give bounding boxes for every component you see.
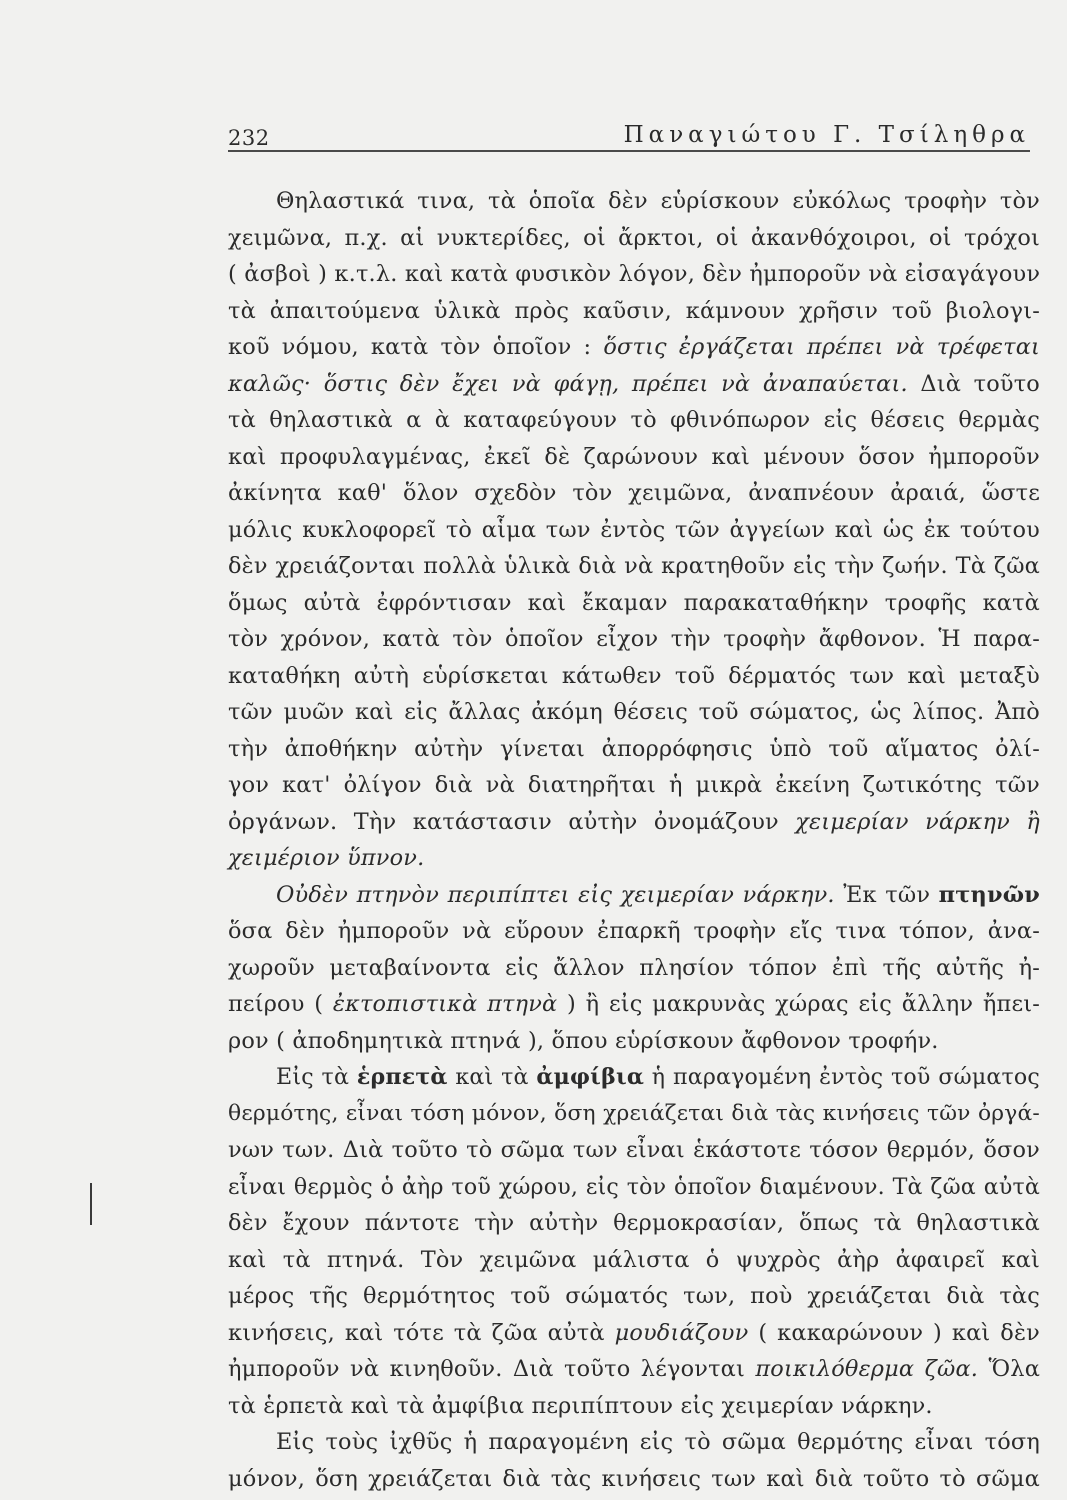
italic-run: ὅστις ἐργάζεται πρέπει νὰ τρέφεται: [603, 334, 1040, 360]
running-head: Παναγιώτου Γ. Τσίληθρα: [623, 122, 1030, 148]
text-line: νων των. Διὰ τοῦτο τὸ σῶμα των εἶναι ἑκάστοτε τόσον θερμόν, ὅσον: [228, 1137, 1040, 1163]
header-rule: [228, 150, 1030, 152]
italic-run: ποικιλόθερμα ζῶα.: [755, 1356, 979, 1382]
text-run: κοῦ νόμου, κατὰ τὸν ὁποῖον :: [228, 334, 604, 360]
text-line: μέρος τῆς θερμότητος τοῦ σώματός των, ποὺ χρειάζεται διὰ τὰς: [228, 1283, 1040, 1309]
text-line: [228, 1351, 1040, 1388]
text-run: Ἐκ τῶν: [834, 881, 939, 908]
text-line: τῶν μυῶν καὶ εἰς ἄλλας ἀκόμη θέσεις τοῦ σώματος, ὡς λίπος. Ἀπὸ: [228, 699, 1040, 725]
text-line: δὲν ἔχουν πάντοτε τὴν αὐτὴν θερμοκρασίαν, ὅπως τὰ θηλαστικὰ: [228, 1210, 1040, 1236]
text-line: [228, 877, 1040, 914]
text-line: Εἰς τοὺς ἰχθῦς ἡ παραγομένη εἰς τὸ σῶμα θερμότης εἶναι τόση: [276, 1429, 1040, 1455]
italic-run: μουδιάζουν: [614, 1319, 749, 1346]
text-line: [228, 366, 1040, 403]
paragraph-reptiles: [228, 1059, 1040, 1424]
text-line: μόλις κυκλοφορεῖ τὸ αἷμα των ἐντὸς τῶν ἀγγείων καὶ ὡς ἐκ τούτου: [228, 516, 1040, 543]
text-run: πείρου (: [228, 991, 333, 1017]
italic-run: χειμέριον ὕπνον.: [228, 845, 425, 871]
text-run: ) ἢ εἰς μακρυνὰς χώρας εἰς ἄλλην ἤπει-: [557, 991, 1040, 1017]
bold-run: ἑρπετὰ: [356, 1064, 448, 1090]
italic-run: Οὐδὲν πτηνὸν περιπίπτει εἰς χειμερίαν νάρκην.: [276, 881, 835, 908]
text-run: καὶ τὰ: [447, 1064, 537, 1090]
italic-run: ἐκτοπιστικὰ πτηνὰ: [332, 991, 558, 1017]
italic-run: χειμερίαν νάρκην ἢ: [795, 808, 1040, 835]
text-line: ὅσα δὲν ἠμποροῦν νὰ εὕρουν ἐπαρκῆ τροφὴν εἴς τινα τόπον, ἀνα-: [228, 918, 1040, 944]
text-line: καὶ τὰ πτηνά. Τὸν χειμῶνα μάλιστα ὁ ψυχρὸς ἀὴρ ἀφαιρεῖ καὶ: [228, 1246, 1040, 1273]
bold-run: ἀμφίβια: [536, 1064, 645, 1090]
text-line: [228, 840, 1040, 877]
text-line: [228, 329, 1040, 366]
text-line: καὶ προφυλαγμένας, ἐκεῖ δὲ ζαρώνουν καὶ μένουν ὅσον ἠμποροῦν: [228, 443, 1040, 470]
text-line: [228, 804, 1040, 841]
italic-run: καλῶς· ὅστις δὲν ἔχει νὰ φάγῃ, πρέπει νὰ ἀναπαύεται.: [228, 370, 908, 397]
text-line: [228, 986, 1040, 1023]
text-line: γον κατ' ὀλίγον διὰ νὰ διατηρῆται ἡ μικρὰ ἐκείνη ζωτικότης τῶν: [228, 772, 1040, 798]
page-body: [228, 183, 1040, 1497]
paragraph-fish: [228, 1424, 1040, 1497]
text-line: ἀκίνητα καθ' ὅλον σχεδὸν τὸν χειμῶνα, ἀναπνέουν ἀραιά, ὥστε: [228, 480, 1040, 506]
text-run: κινήσεις, καὶ τότε τὰ ζῶα αὐτὰ: [228, 1319, 615, 1346]
margin-mark: [90, 1183, 92, 1225]
text-run: ὀργάνων. Τὴν κατάστασιν αὐτὴν ὀνομάζουν: [228, 808, 796, 835]
text-line: ( ἀσβοὶ ) κ.τ.λ. καὶ κατὰ φυσικὸν λόγον, δὲν ἠμποροῦν νὰ εἰσαγάγουν: [228, 261, 1041, 287]
text-line: μόνον, ὅση χρειάζεται διὰ τὰς κινήσεις των καὶ διὰ τοῦτο τὸ σῶμα: [228, 1465, 1040, 1492]
text-line: θερμότης, εἶναι τόση μόνον, ὅση χρειάζεται διὰ τὰς κινήσεις τῶν ὀργά-: [228, 1100, 1040, 1126]
text-line: τὰ ἀπαιτούμενα ὑλικὰ πρὸς καῦσιν, κάμνουν χρῆσιν τοῦ βιολογι-: [228, 297, 1040, 324]
text-line: Θηλαστικά τινα, τὰ ὁποῖα δὲν εὑρίσκουν εὐκόλως τροφὴν τὸν: [276, 188, 1040, 214]
text-line: καταθήκη αὐτὴ εὑρίσκεται κάτωθεν τοῦ δέρματός των καὶ μεταξὺ: [228, 662, 1040, 689]
text-line: τὴν ἀποθήκην αὐτὴν γίνεται ἀπορρόφησις ὑπὸ τοῦ αἵματος ὀλί-: [228, 735, 1040, 762]
text-line: χωροῦν μεταβαίνοντα εἰς ἄλλον πλησίον τόπον ἐπὶ τῆς αὐτῆς ἠ-: [228, 954, 1040, 981]
page-number: 232: [228, 126, 270, 150]
paragraph-mammals: [228, 183, 1040, 877]
text-run: Εἰς τὰ: [276, 1064, 357, 1090]
text-line: [228, 1315, 1040, 1352]
text-line: [228, 1059, 1040, 1096]
text-line: χειμῶνα, π.χ. αἱ νυκτερίδες, οἱ ἄρκτοι, οἱ ἀκανθόχοιροι, οἱ τρόχοι: [228, 224, 1040, 251]
text-run: ( κακαρώνουν ) καὶ δὲν: [748, 1319, 1040, 1346]
text-line: δὲν χρειάζονται πολλὰ ὑλικὰ διὰ νὰ κρατηθοῦν εἰς τὴν ζωήν. Τὰ ζῶα: [228, 553, 1040, 579]
text-run: Διὰ τοῦτο: [907, 370, 1040, 397]
page-header: [228, 112, 1030, 152]
paragraph-birds: [228, 877, 1040, 1060]
text-line: τὰ ἑρπετὰ καὶ τὰ ἀμφίβια περιπίπτουν εἰς χειμερίαν νάρκην.: [228, 1392, 933, 1419]
text-run: Ὅλα: [978, 1356, 1041, 1382]
text-run: ἡ παραγομένη ἐντὸς τοῦ σώματος: [644, 1064, 1040, 1090]
text-line: εἶναι θερμὸς ὁ ἀὴρ τοῦ χώρου, εἰς τὸν ὁποῖον διαμένουν. Τὰ ζῶα αὐτὰ: [228, 1173, 1040, 1200]
bold-run: πτηνῶν: [938, 881, 1040, 908]
text-line: τὸν χρόνον, κατὰ τὸν ὁποῖον εἶχον τὴν τροφὴν ἄφθονον. Ἡ παρα-: [228, 626, 1040, 652]
text-line: ρον ( ἀποδημητικὰ πτηνά ), ὅπου εὑρίσκουν ἄφθονον τροφήν.: [228, 1027, 939, 1054]
text-run: ἠμποροῦν νὰ κινηθοῦν. Διὰ τοῦτο λέγονται: [228, 1356, 756, 1382]
text-line: τὰ θηλαστικὰ α ὰ καταφεύγουν τὸ φθινόπωρον εἰς θέσεις θερμὰς: [228, 407, 1040, 433]
text-line: ὅμως αὐτὰ ἐφρόντισαν καὶ ἔκαμαν παρακαταθήκην τροφῆς κατὰ: [228, 589, 1040, 616]
